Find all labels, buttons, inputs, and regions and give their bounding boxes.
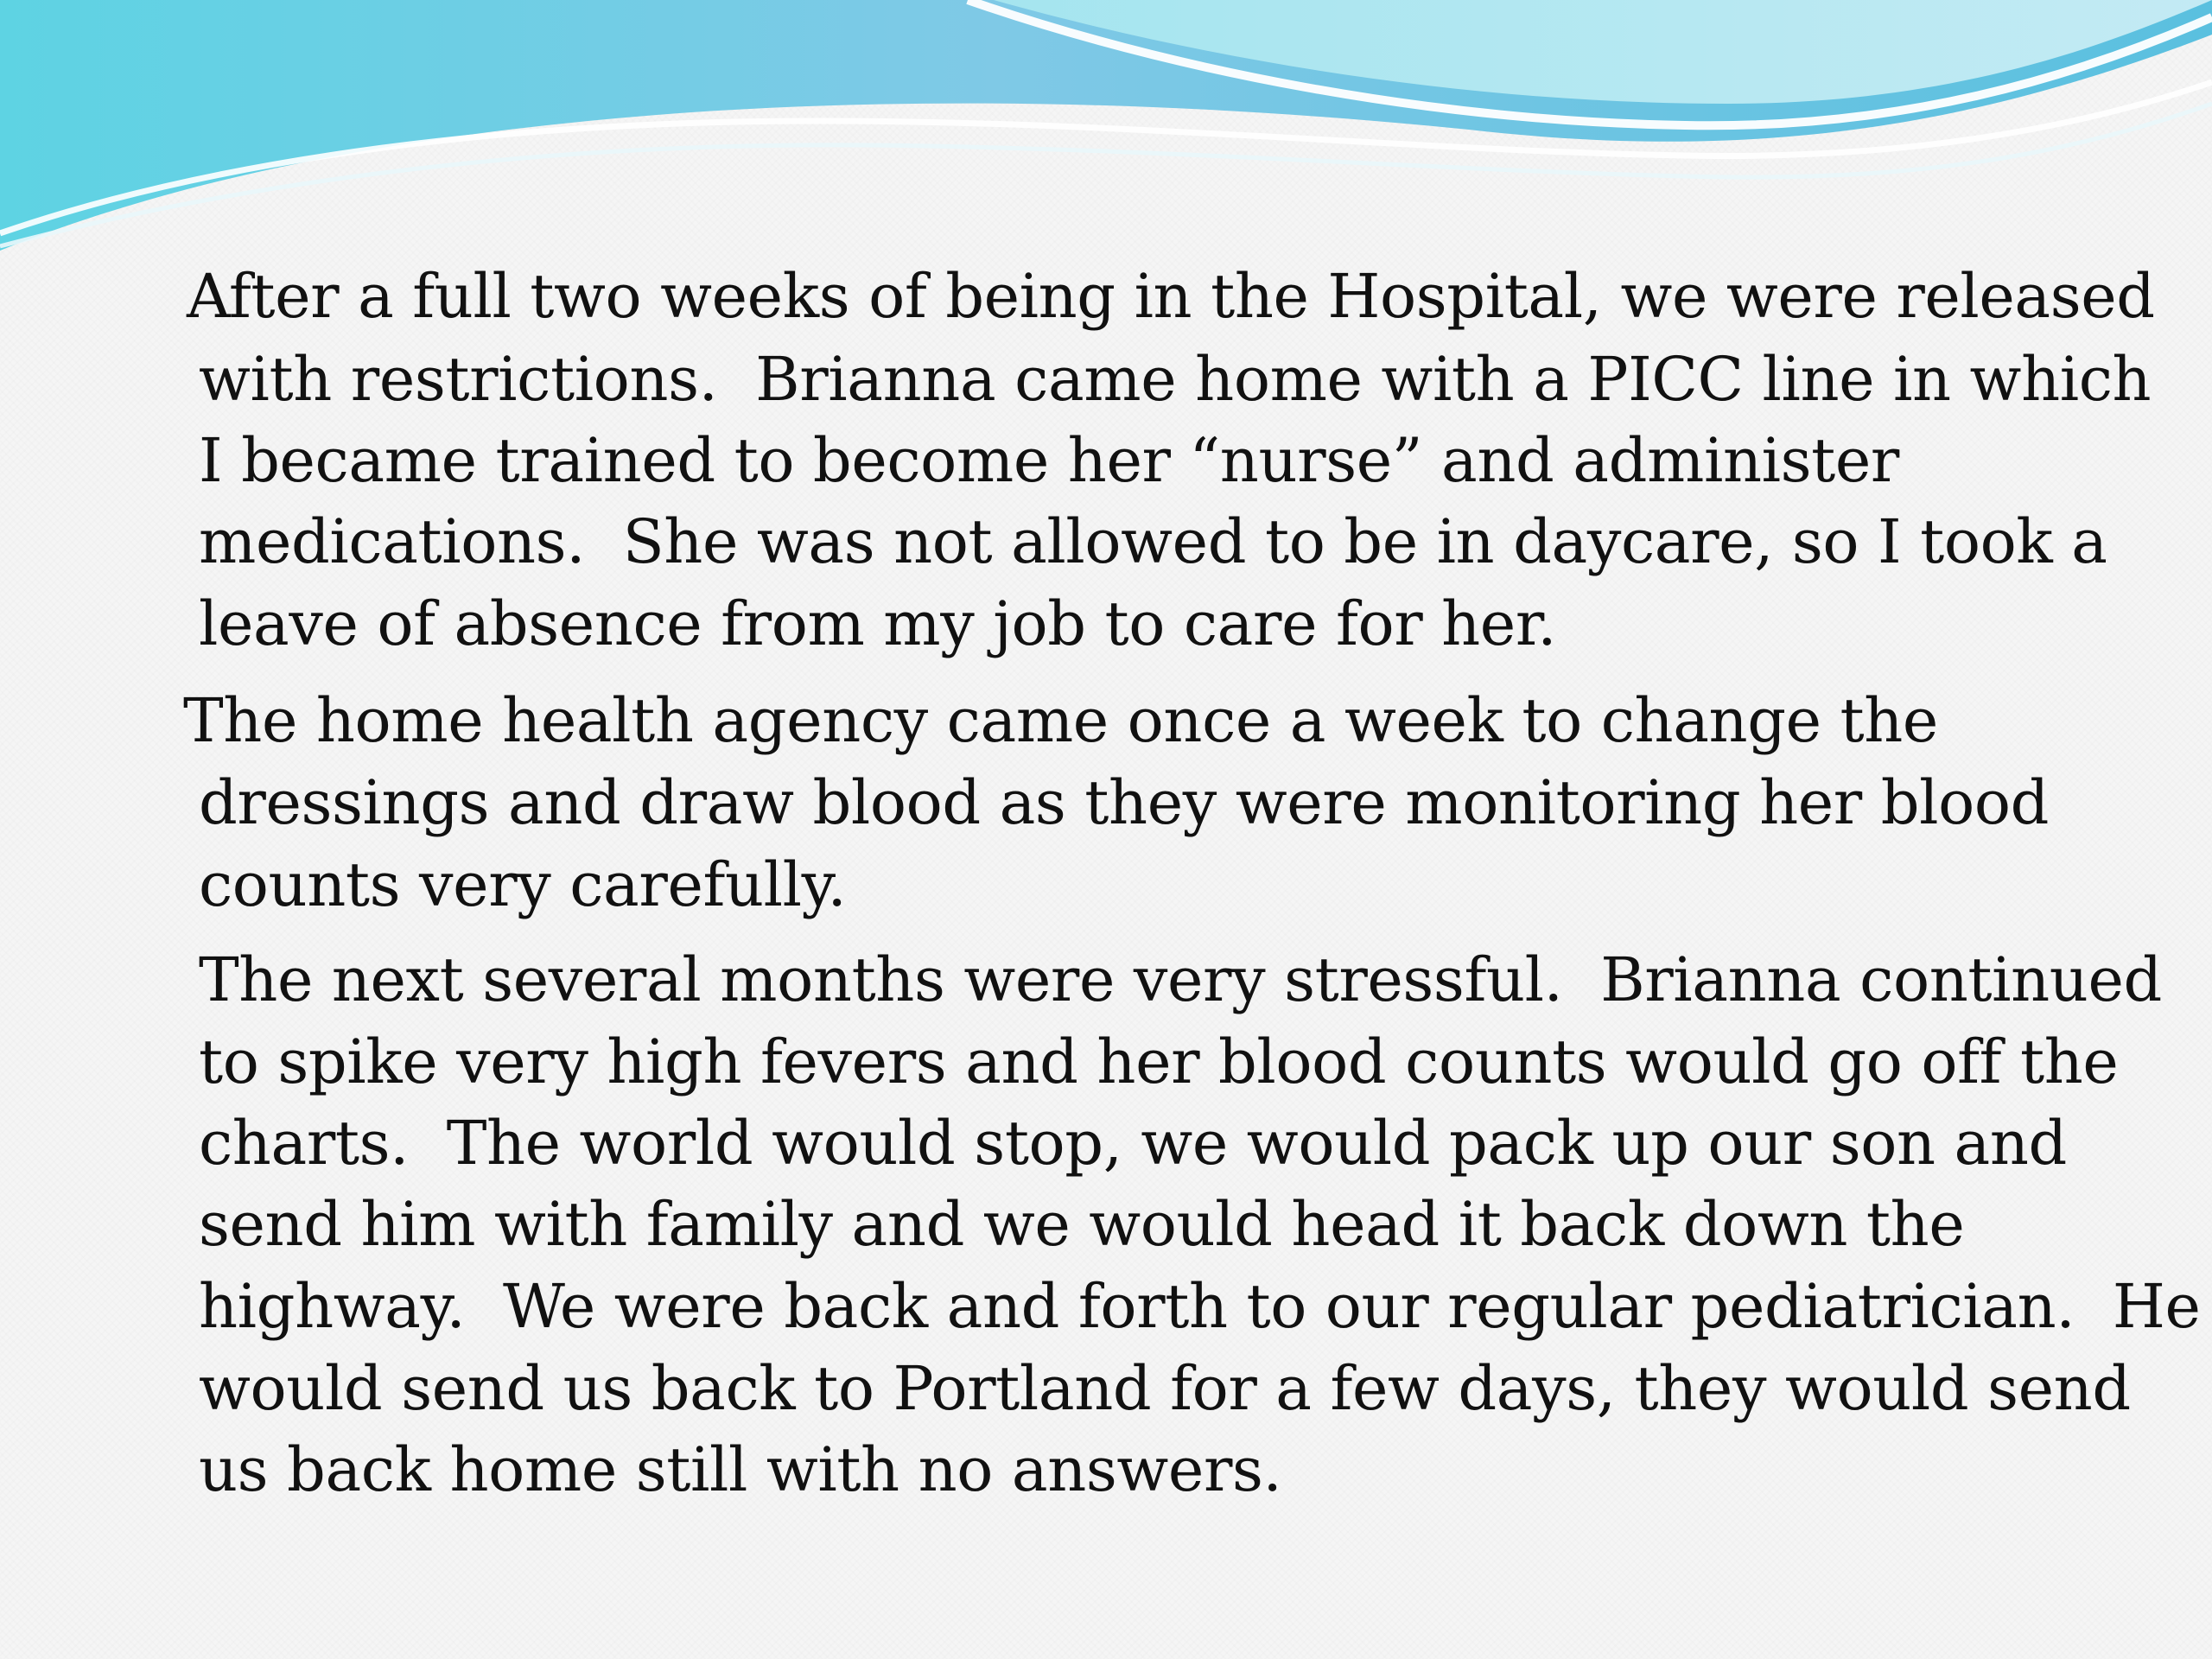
paragraph-3-line-2: to spike very high fevers and her blood counts would go off the: [199, 1027, 2119, 1097]
paragraph-3-line-5: highway. We were back and forth to our regular pediatrician. He: [199, 1271, 2201, 1342]
paragraph-3-line-3: charts. The world would stop, we would pack up our son and: [199, 1108, 2067, 1179]
paragraph-3-line-1: The next several months were very stressful. Brianna continued: [199, 944, 2162, 1015]
paragraph-3-line-6: would send us back to Portland for a few days, they would send: [199, 1353, 2131, 1424]
paragraph-1-line-3: I became trained to become her “nurse” and administer: [199, 425, 1899, 496]
paragraph-3-line-4: send him with family and we would head it back down the: [199, 1189, 1965, 1260]
paragraph-3-line-7: us back home still with no answers.: [199, 1434, 1282, 1505]
paragraph-1-line-5: leave of absence from my job to care for her.: [199, 588, 1557, 659]
paragraph-2-line-2: dressings and draw blood as they were monitoring her blood: [199, 767, 2049, 838]
paragraph-1-line-4: medications. She was not allowed to be in daycare, so I took a: [199, 506, 2107, 577]
paragraph-1-line-1: After a full two weeks of being in the Hospital, we were released: [187, 261, 2155, 332]
paragraph-2-line-1: The home health agency came once a week to change the: [183, 685, 1938, 756]
paragraph-1-line-2: with restrictions. Brianna came home with a PICC line in which: [199, 344, 2152, 415]
paragraph-2-line-3: counts very carefully.: [199, 849, 847, 920]
